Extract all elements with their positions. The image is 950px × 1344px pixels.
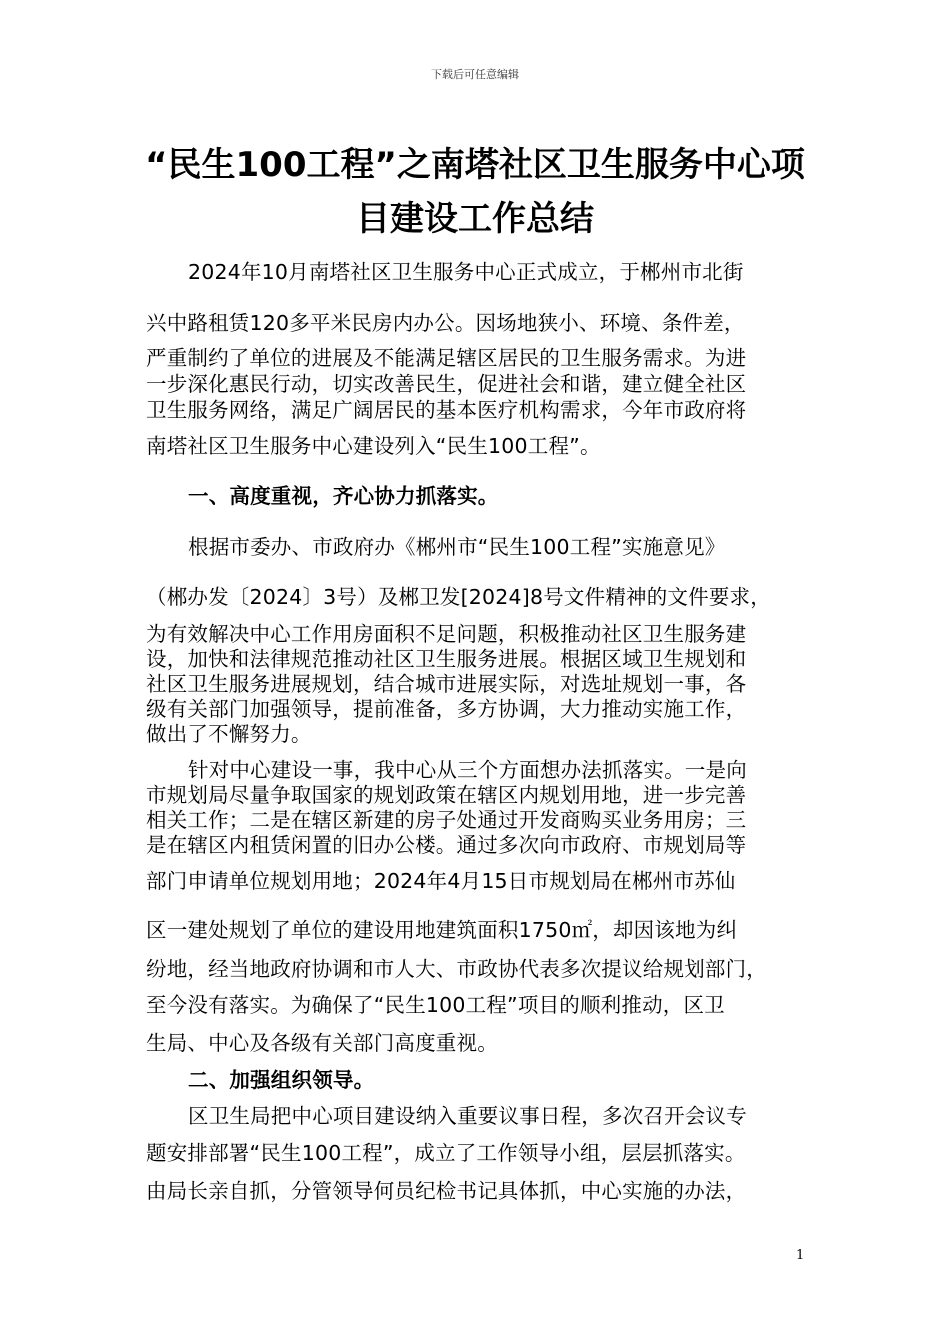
body-line: 严重制约了单位的进展及不能满足辖区居民的卫生服务需求。为进	[146, 346, 747, 370]
body-line: （郴办发〔2024〕3号）及郴卫发[2024]8号文件精神的文件要求，	[146, 585, 771, 609]
body-line: 至今没有落实。为确保了“民生100工程”项目的顺利推动，区卫	[146, 993, 725, 1017]
body-line: 社区卫生服务进展规划，结合城市进展实际，对选址规划一事，各	[146, 672, 747, 696]
body-line: 兴中路租赁120多平米民房内办公。因场地狭小、环境、条件差，	[146, 311, 745, 335]
body-line: 市规划局尽量争取国家的规划政策在辖区内规划用地，进一步完善	[146, 783, 747, 807]
section-heading-1: 一、高度重视，齐心协力抓落实。	[188, 484, 499, 508]
body-line: 针对中心建设一事，我中心从三个方面想办法抓落实。一是向	[188, 758, 747, 782]
body-line: 区卫生局把中心项目建设纳入重要议事日程，多次召开会议专	[188, 1104, 747, 1128]
body-line: 生局、中心及各级有关部门高度重视。	[146, 1031, 498, 1055]
body-line: 南塔社区卫生服务中心建设列入“民生100工程”。	[146, 434, 601, 458]
body-line: 设，加快和法律规范推动社区卫生服务进展。根据区域卫生规划和	[146, 647, 747, 671]
body-line: 部门申请单位规划用地；2024年4月15日市规划局在郴州市苏仙	[146, 869, 736, 893]
page-number: 1	[796, 1248, 805, 1263]
body-line: 卫生服务网络，满足广阔居民的基本医疗机构需求，今年市政府将	[146, 398, 747, 422]
body-line: 区一建处规划了单位的建设用地建筑面积1750㎡，却因该地为纠	[146, 918, 738, 942]
body-line: 是在辖区内租赁闲置的旧办公楼。通过多次向市政府、市规划局等	[146, 833, 747, 857]
header-note: 下载后可任意编辑	[431, 68, 519, 81]
body-line: 根据市委办、市政府办《郴州市“民生100工程”实施意见》	[188, 535, 726, 559]
body-line: 相关工作；二是在辖区新建的房子处通过开发商购买业务用房；三	[146, 808, 747, 832]
body-line: 为有效解决中心工作用房面积不足问题，积极推动社区卫生服务建	[146, 622, 747, 646]
body-line: 由局长亲自抓，分管领导何员纪检书记具体抓，中心实施的办法，	[146, 1179, 747, 1203]
body-line: 一步深化惠民行动，切实改善民生，促进社会和谐，建立健全社区	[146, 372, 747, 396]
section-heading-2: 二、加强组织领导。	[188, 1068, 375, 1092]
document-title: “民生100工程”之南塔社区卫生服务中心项目建设工作总结	[145, 145, 805, 239]
body-line: 级有关部门加强领导，提前准备，多方协调，大力推动实施工作，	[146, 697, 747, 721]
body-line: 2024年10月南塔社区卫生服务中心正式成立，于郴州市北街	[188, 260, 744, 284]
body-line: 纷地，经当地政府协调和市人大、市政协代表多次提议给规划部门，	[146, 957, 767, 981]
body-line: 题安排部署“民生100工程”，成立了工作领导小组，层层抓落实。	[146, 1141, 746, 1165]
body-line: 做出了不懈努力。	[146, 722, 312, 746]
